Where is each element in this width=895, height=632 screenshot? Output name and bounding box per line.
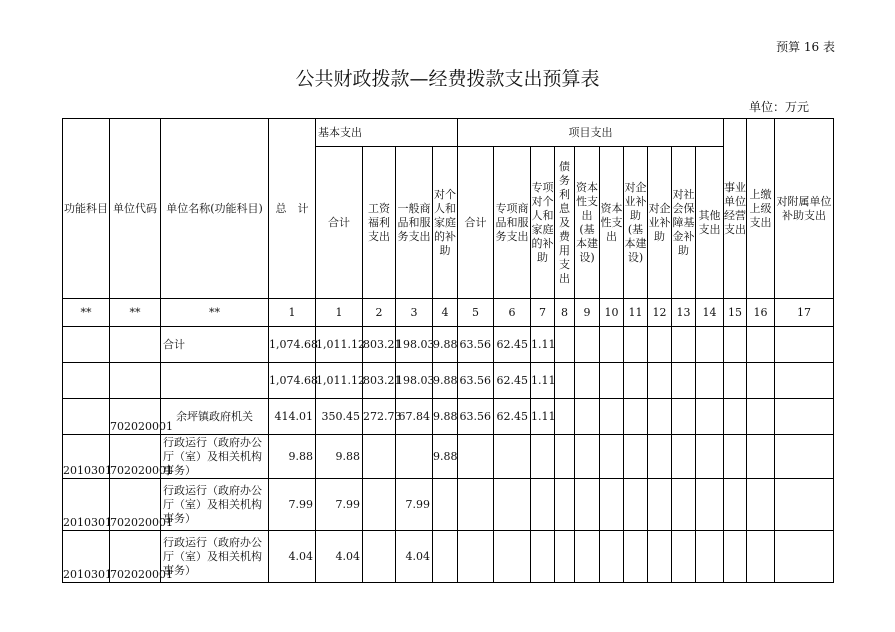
- empty-cell: [672, 363, 696, 399]
- func-cell: [63, 363, 110, 399]
- header-func: 功能科目: [63, 119, 110, 299]
- empty-cell: [600, 479, 624, 531]
- index-cell: 1: [316, 299, 363, 327]
- empty-cell: [575, 479, 600, 531]
- header-enterprise-basic: 对企业补助(基本建设): [624, 147, 648, 299]
- code-cell: 702020001: [110, 435, 161, 479]
- header-social: 对社会保障基金补助: [672, 147, 696, 299]
- wage-cell: [363, 531, 396, 583]
- func-cell: [63, 399, 110, 435]
- project-sum-cell: [458, 435, 494, 479]
- table-body: [63, 327, 834, 583]
- goods-cell: 198.03: [396, 327, 433, 363]
- empty-cell: [648, 479, 672, 531]
- empty-cell: [575, 363, 600, 399]
- header-name: 单位名称(功能科目): [161, 119, 269, 299]
- table-row: [63, 363, 834, 399]
- empty-cell: [724, 435, 747, 479]
- empty-cell: [555, 327, 575, 363]
- empty-cell: [747, 531, 775, 583]
- empty-cell: [696, 531, 724, 583]
- header-sub: 对附属单位补助支出: [775, 119, 834, 299]
- goods-cell: 7.99: [396, 479, 433, 531]
- empty-cell: [624, 327, 648, 363]
- header-project: 项目支出: [458, 119, 724, 147]
- empty-cell: [555, 399, 575, 435]
- project-goods-cell: [494, 435, 531, 479]
- empty-cell: [775, 479, 834, 531]
- total-cell: 1,074.68: [269, 363, 316, 399]
- header-wage: 工资福利支出: [363, 147, 396, 299]
- index-cell: 7: [531, 299, 555, 327]
- index-cell: **: [161, 299, 269, 327]
- project-sum-cell: 63.56: [458, 363, 494, 399]
- empty-cell: [555, 363, 575, 399]
- family-cell: 9.88: [433, 327, 458, 363]
- family-cell: [433, 531, 458, 583]
- header-code: 单位代码: [110, 119, 161, 299]
- header-biz: 事业单位经营支出: [724, 119, 747, 299]
- project-sum-cell: 63.56: [458, 327, 494, 363]
- project-goods-cell: [494, 479, 531, 531]
- budget-table: [62, 118, 834, 583]
- family-cell: 9.88: [433, 363, 458, 399]
- project-family-cell: [531, 479, 555, 531]
- project-family-cell: 1.11: [531, 327, 555, 363]
- empty-cell: [696, 363, 724, 399]
- index-cell: 5: [458, 299, 494, 327]
- basic-sum-cell: 7.99: [316, 479, 363, 531]
- empty-cell: [775, 327, 834, 363]
- index-cell: 2: [363, 299, 396, 327]
- name-cell: [161, 363, 269, 399]
- wage-cell: [363, 479, 396, 531]
- index-cell: **: [63, 299, 110, 327]
- index-cell: 6: [494, 299, 531, 327]
- index-cell: 13: [672, 299, 696, 327]
- form-number: 预算 16 表: [776, 40, 835, 54]
- empty-cell: [775, 399, 834, 435]
- total-cell: 1,074.68: [269, 327, 316, 363]
- empty-cell: [575, 327, 600, 363]
- header-debt: 债务利息及费用支出: [555, 147, 575, 299]
- empty-cell: [696, 399, 724, 435]
- empty-cell: [775, 531, 834, 583]
- header-capital-basic: 资本性支出(基本建设): [575, 147, 600, 299]
- header-family: 对个人和家庭的补助: [433, 147, 458, 299]
- goods-cell: 67.84: [396, 399, 433, 435]
- table-row: [63, 399, 834, 435]
- basic-sum-cell: 9.88: [316, 435, 363, 479]
- empty-cell: [775, 435, 834, 479]
- index-cell: 9: [575, 299, 600, 327]
- empty-cell: [600, 435, 624, 479]
- project-family-cell: [531, 531, 555, 583]
- empty-cell: [696, 327, 724, 363]
- wage-cell: 272.73: [363, 399, 396, 435]
- index-cell: 11: [624, 299, 648, 327]
- family-cell: [433, 479, 458, 531]
- empty-cell: [747, 435, 775, 479]
- empty-cell: [724, 327, 747, 363]
- goods-cell: 4.04: [396, 531, 433, 583]
- basic-sum-cell: 1,011.12: [316, 363, 363, 399]
- name-cell: 行政运行（政府办公厅（室）及相关机构事务）: [161, 531, 269, 583]
- header-capital: 资本性支出: [600, 147, 624, 299]
- empty-cell: [624, 399, 648, 435]
- empty-cell: [555, 479, 575, 531]
- family-cell: 9.88: [433, 435, 458, 479]
- empty-cell: [575, 435, 600, 479]
- header-basic-sum: 合计: [316, 147, 363, 299]
- empty-cell: [724, 531, 747, 583]
- basic-sum-cell: 350.45: [316, 399, 363, 435]
- empty-cell: [747, 479, 775, 531]
- family-cell: 9.88: [433, 399, 458, 435]
- project-family-cell: 1.11: [531, 363, 555, 399]
- index-cell: 14: [696, 299, 724, 327]
- code-cell: 702020001: [110, 531, 161, 583]
- empty-cell: [696, 479, 724, 531]
- empty-cell: [724, 363, 747, 399]
- empty-cell: [696, 435, 724, 479]
- empty-cell: [648, 531, 672, 583]
- header-project-sum: 合计: [458, 147, 494, 299]
- empty-cell: [555, 531, 575, 583]
- project-sum-cell: 63.56: [458, 399, 494, 435]
- header-project-family: 专项对个人和家庭的补助: [531, 147, 555, 299]
- header-upper: 上缴上级支出: [747, 119, 775, 299]
- basic-sum-cell: 4.04: [316, 531, 363, 583]
- empty-cell: [624, 479, 648, 531]
- unit-label: 单位：万元: [748, 100, 809, 114]
- func-cell: 2010301: [63, 479, 110, 531]
- table-row: [63, 531, 834, 583]
- header-enterprise: 对企业补助: [648, 147, 672, 299]
- index-cell: 10: [600, 299, 624, 327]
- empty-cell: [575, 399, 600, 435]
- total-cell: 9.88: [269, 435, 316, 479]
- project-goods-cell: [494, 531, 531, 583]
- project-family-cell: 1.11: [531, 399, 555, 435]
- project-sum-cell: [458, 479, 494, 531]
- empty-cell: [672, 327, 696, 363]
- code-cell: [110, 327, 161, 363]
- func-cell: 2010301: [63, 531, 110, 583]
- empty-cell: [775, 363, 834, 399]
- index-cell: 3: [396, 299, 433, 327]
- table-row: [63, 327, 834, 363]
- wage-cell: [363, 435, 396, 479]
- empty-cell: [555, 435, 575, 479]
- empty-cell: [724, 479, 747, 531]
- index-cell: 17: [775, 299, 834, 327]
- project-goods-cell: 62.45: [494, 327, 531, 363]
- index-cell: 16: [747, 299, 775, 327]
- header-basic: 基本支出: [316, 119, 458, 147]
- wage-cell: 803.21: [363, 363, 396, 399]
- empty-cell: [575, 531, 600, 583]
- name-cell: 合计: [161, 327, 269, 363]
- empty-cell: [624, 531, 648, 583]
- header-other: 其他支出: [696, 147, 724, 299]
- empty-cell: [672, 399, 696, 435]
- empty-cell: [648, 363, 672, 399]
- table-header: [63, 119, 834, 327]
- index-cell: 1: [269, 299, 316, 327]
- empty-cell: [624, 363, 648, 399]
- table-row: [63, 479, 834, 531]
- empty-cell: [600, 399, 624, 435]
- wage-cell: 803.21: [363, 327, 396, 363]
- code-cell: 702020001: [110, 399, 161, 435]
- basic-sum-cell: 1,011.12: [316, 327, 363, 363]
- total-cell: 7.99: [269, 479, 316, 531]
- name-cell: 余坪镇政府机关: [161, 399, 269, 435]
- project-goods-cell: 62.45: [494, 363, 531, 399]
- index-cell: 12: [648, 299, 672, 327]
- name-cell: 行政运行（政府办公厅（室）及相关机构事务）: [161, 479, 269, 531]
- empty-cell: [747, 399, 775, 435]
- header-project-goods: 专项商品和服务支出: [494, 147, 531, 299]
- empty-cell: [624, 435, 648, 479]
- total-cell: 414.01: [269, 399, 316, 435]
- empty-cell: [747, 327, 775, 363]
- func-cell: [63, 327, 110, 363]
- index-cell: 8: [555, 299, 575, 327]
- name-cell: 行政运行（政府办公厅（室）及相关机构事务）: [161, 435, 269, 479]
- header-goods: 一般商品和服务支出: [396, 147, 433, 299]
- code-cell: 702020001: [110, 479, 161, 531]
- index-cell: **: [110, 299, 161, 327]
- page-title: 公共财政拨款—经费拨款支出预算表: [295, 68, 600, 90]
- index-cell: 4: [433, 299, 458, 327]
- empty-cell: [648, 327, 672, 363]
- total-cell: 4.04: [269, 531, 316, 583]
- empty-cell: [672, 479, 696, 531]
- empty-cell: [747, 363, 775, 399]
- header-total: 总 计: [269, 119, 316, 299]
- code-cell: [110, 363, 161, 399]
- index-cell: 15: [724, 299, 747, 327]
- project-sum-cell: [458, 531, 494, 583]
- empty-cell: [672, 531, 696, 583]
- empty-cell: [672, 435, 696, 479]
- empty-cell: [648, 399, 672, 435]
- empty-cell: [724, 399, 747, 435]
- table-row: [63, 435, 834, 479]
- goods-cell: [396, 435, 433, 479]
- func-cell: 2010301: [63, 435, 110, 479]
- project-family-cell: [531, 435, 555, 479]
- empty-cell: [600, 327, 624, 363]
- empty-cell: [600, 363, 624, 399]
- empty-cell: [648, 435, 672, 479]
- empty-cell: [600, 531, 624, 583]
- goods-cell: 198.03: [396, 363, 433, 399]
- project-goods-cell: 62.45: [494, 399, 531, 435]
